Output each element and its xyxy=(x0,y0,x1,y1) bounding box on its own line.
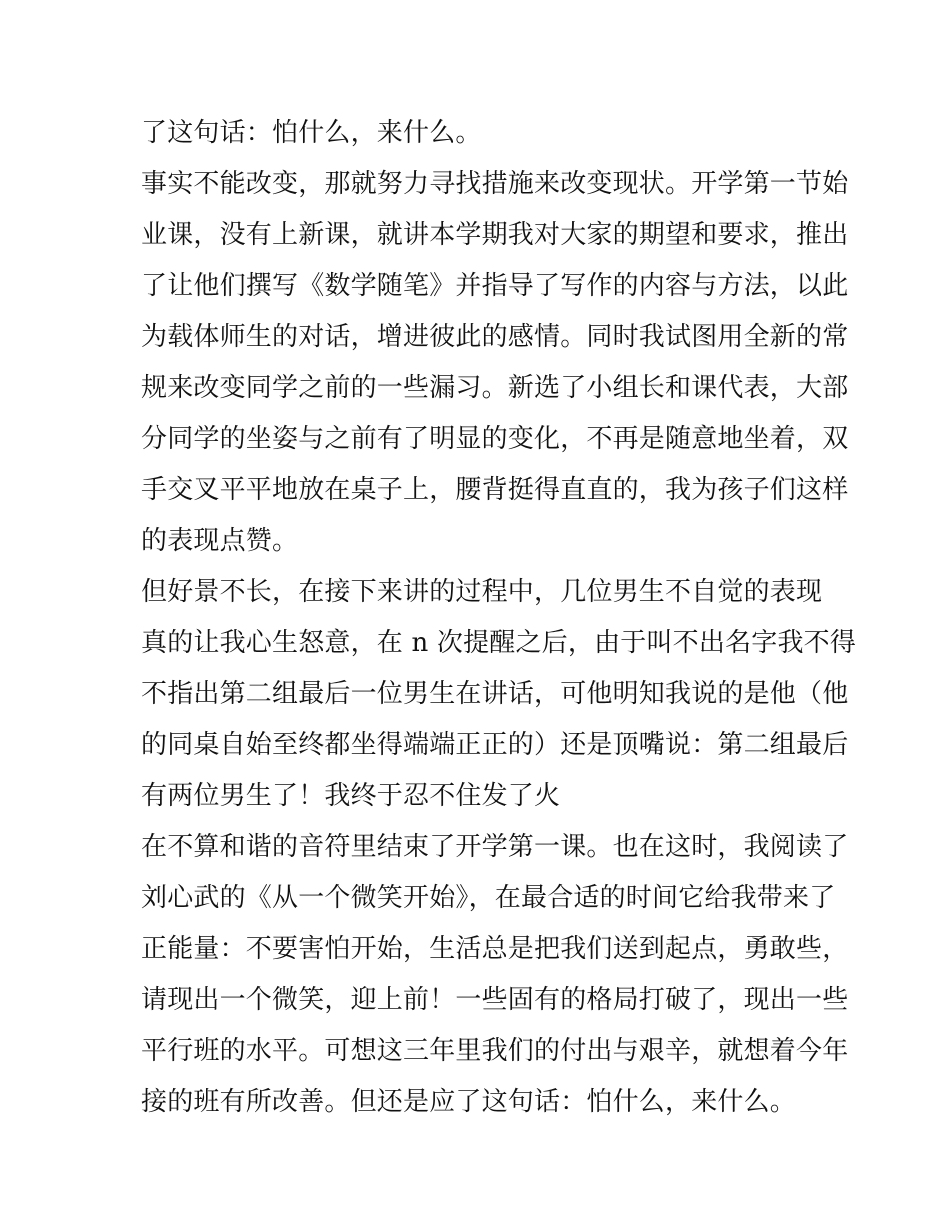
text-line: 但好景不长，在接下来讲的过程中，几位男生不自觉的表现 xyxy=(141,577,823,607)
text-line: 接的班有所改善。但还是应了这句话：怕什么，来什么。 xyxy=(141,1087,797,1117)
text-line: 的同桌自始至终都坐得端端正正的）还是顶嘴说：第二组最后 xyxy=(141,730,849,760)
text-line: 正能量：不要害怕开始，生活总是把我们送到起点，勇敢些， xyxy=(141,934,849,964)
document-body xyxy=(141,108,857,1128)
text-line: 手交叉平平地放在桌子上，腰背挺得直直的，我为孩子们这样 xyxy=(141,475,849,505)
text-line: 事实不能改变，那就努力寻找措施来改变现状。开学第一节始 xyxy=(141,169,849,199)
text-line: 为载体师生的对话，增进彼此的感情。同时我试图用全新的常 xyxy=(141,322,849,352)
text-line: 有两位男生了！我终于忍不住发了火 xyxy=(141,781,561,811)
text-line: 了这句话：怕什么，来什么。 xyxy=(141,118,482,148)
text-line: 刘心武的《从一个微笑开始》，在最合适的时间它给我带来了 xyxy=(141,883,836,913)
text-line: 了让他们撰写《数学随笔》并指导了写作的内容与方法，以此 xyxy=(141,271,849,301)
text-line: 分同学的坐姿与之前有了明显的变化，不再是随意地坐着，双 xyxy=(141,424,849,454)
text-line: 真的让我心生怒意，在 n 次提醒之后，由于叫不出名字我不得 xyxy=(141,628,857,658)
text-line: 规来改变同学之前的一些漏习。新选了小组长和课代表，大部 xyxy=(141,373,849,403)
text-line: 平行班的水平。可想这三年里我们的付出与艰辛，就想着今年 xyxy=(141,1036,849,1066)
text-line: 的表现点赞。 xyxy=(141,526,299,556)
text-line: 不指出第二组最后一位男生在讲话，可他明知我说的是他（他 xyxy=(141,679,849,709)
text-line: 请现出一个微笑，迎上前！一些固有的格局打破了，现出一些 xyxy=(141,985,849,1015)
text-line: 在不算和谐的音符里结束了开学第一课。也在这时，我阅读了 xyxy=(141,832,849,862)
text-line: 业课，没有上新课，就讲本学期我对大家的期望和要求，推出 xyxy=(141,220,849,250)
